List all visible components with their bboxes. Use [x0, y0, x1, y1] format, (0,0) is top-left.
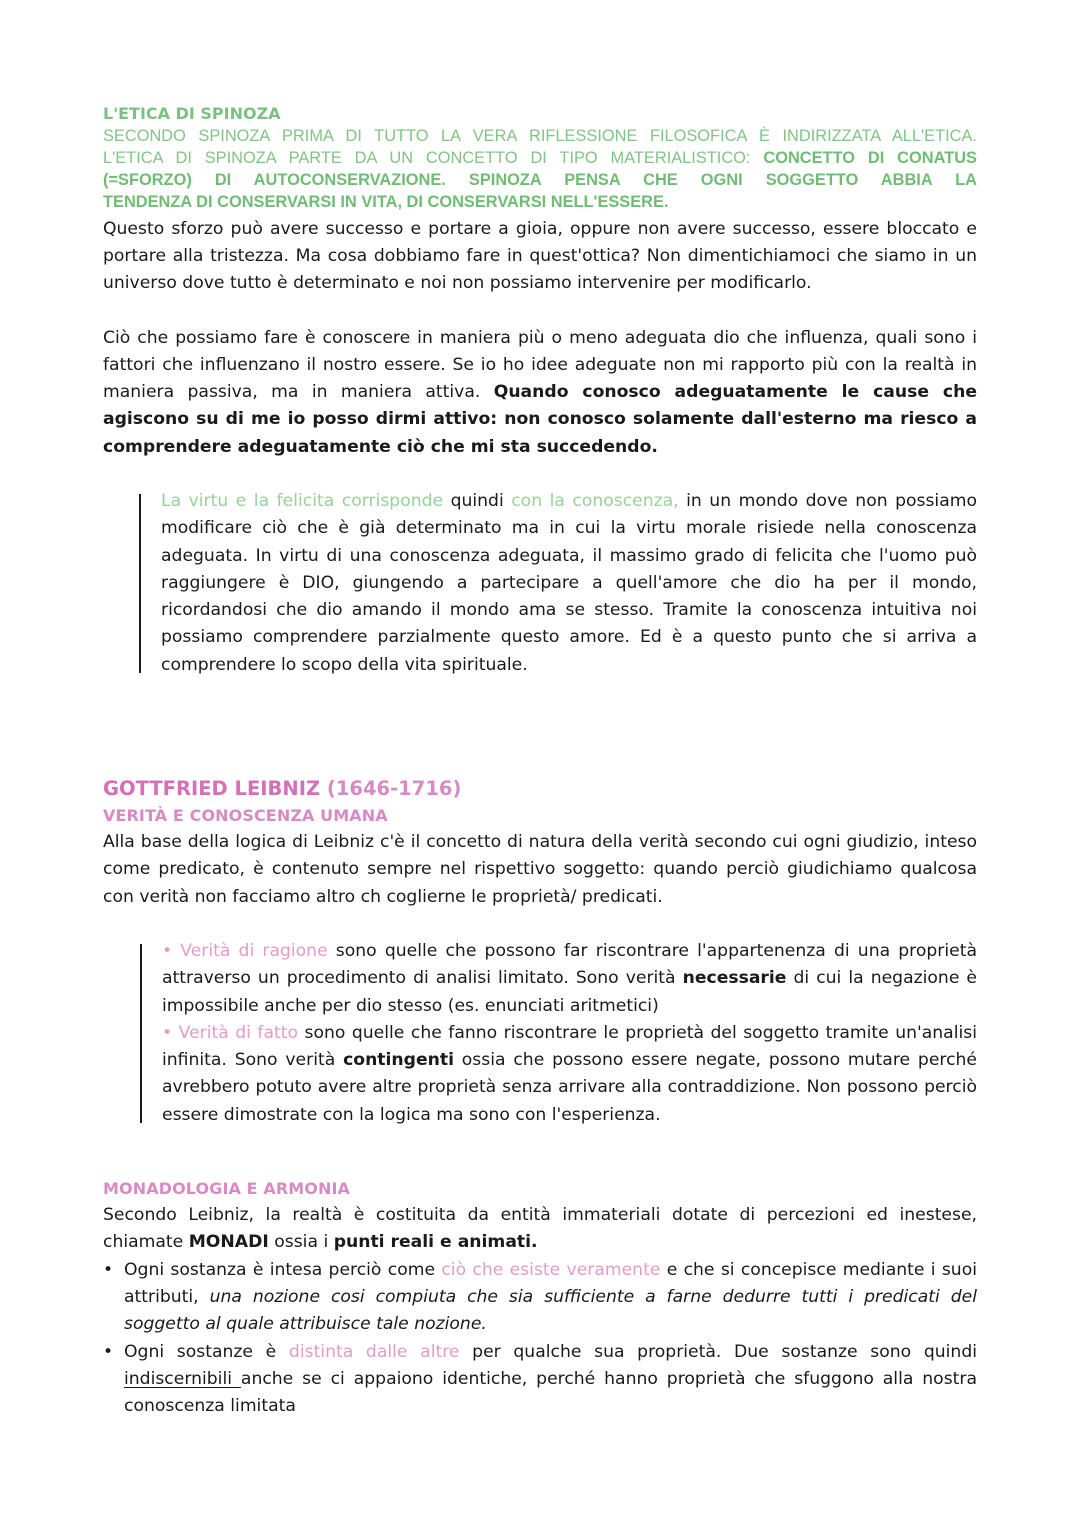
- truths-quote-block: [162, 938, 977, 1129]
- list-item: • Ogni sostanze è distinta dalle altre per qualche sua proprietà. Due sostanze sono quindi indiscernibili anche se ci appaiono identiche, perché hanno proprietà che sfuggono alla nostra conoscenza limitata: [103, 1341, 977, 1417]
- caps-line-3: (=SFORZO) DI AUTOCONSERVAZIONE. SPINOZA PENSA CHE OGNI SOGGETTO ABBIA LA: [103, 170, 977, 189]
- monadology-paragraph: Secondo Leibniz, la realtà è costituita da entità immateriali dotate di percezioni ed inestese, chiamate MONADI ossia i punti reali e animati.: [103, 1205, 977, 1253]
- conatus-term: CONCETTO DI CONATUS: [763, 148, 977, 167]
- spinoza-quote-block: [161, 488, 977, 679]
- knowledge-highlight: con la conoscenza,: [511, 491, 679, 511]
- leibniz-paragraph-1: Alla base della logica di Leibniz c'è il concetto di natura della verità secondo cui ogni giudizio, inteso come predicato, è contenuto sempre nel rispettivo soggetto: quando perciò giudichiamo qualcosa con verità non facciamo altro ch coglierne le proprietà/ predicati.: [103, 832, 977, 907]
- leibniz-title: GOTTFRIED LEIBNIZ (1646-1716): [103, 777, 462, 801]
- spinoza-caps-block: [103, 126, 977, 214]
- spinoza-quote-text: La virtu e la felicita corrisponde quindi con la conoscenza, in un mondo dove non possiamo modificare ciò che è già determinato ma in cui la virtu morale risiede nella conoscenza adeguata. In virtu di una conoscenza adeguata, il massimo grado di felicita che l'uomo può raggiungere è DIO, giungendo a partecipare a quell'amore che dio ha per il mondo, ricordandosi che dio amando il mondo ama se stesso. Tramite la conoscenza intuitiva noi possiamo comprendere parzialmente questo amore. Ed è a questo punto che si arriva a comprendere lo scopo della vita spirituale.: [161, 491, 977, 675]
- caps-line-1: SECONDO SPINOZA PRIMA DI TUTTO LA VERA RIFLESSIONE FILOSOFICA È INDIRIZZATA ALL'ETICA.: [103, 127, 977, 145]
- truth-of-reason: • Verità di ragione sono quelle che possono far riscontrare l'appartenenza di una proprietà attraverso un procedimento di analisi limitato. Sono verità necessarie di cui la negazione è impossibile anche per dio stesso (es. enunciati aritmetici): [162, 940, 978, 1016]
- truth-of-reason-term: Verità di ragione: [180, 940, 328, 961]
- list-item: • Ogni sostanza è intesa perciò come ciò che esiste veramente e che si concepisce mediante i suoi attributi, una nozione cosi compiuta che sia sufficiente a farne dedurre tutti i predicati del soggetto al quale attribuisce tale nozione.: [103, 1259, 977, 1335]
- active-knowledge-statement: Quando conosco adeguatamente le cause che agiscono su di me io posso dirmi attivo: non conosco solamente dall'esterno ma riesco a comprendere adeguatamente ciò che mi sta succedendo.: [103, 382, 977, 457]
- caps-line-4: TENDENZA DI CONSERVARSI IN VITA, DI CONSERVARSI NELL'ESSERE.: [103, 192, 669, 211]
- caps-line-2: L'ETICA DI SPINOZA PARTE DA UN CONCETTO DI TIPO MATERIALISTICO: CONCETTO DI CONATUS: [103, 148, 977, 167]
- spinoza-paragraph-2: Ciò che possiamo fare è conoscere in maniera più o meno adeguata dio che influenza, quali sono i fattori che influenzano il nostro essere. Se io ho idee adeguate non mi rapporto più con la realtà in maniera passiva, ma in maniera attiva. Quando conosco adeguatamente le cause che agiscono su di me io posso dirmi attivo: non conosco solamente dall'esterno ma riesco a comprendere adeguatamente ciò che mi sta succedendo.: [103, 327, 977, 457]
- page: [103, 104, 977, 1420]
- monadology-subtitle: MONADOLOGIA E ARMONIA: [103, 1179, 350, 1199]
- spinoza-paragraph-1: Questo sforzo può avere successo e portare a gioia, oppure non avere successo, essere bloccato e portare alla tristezza. Ma cosa dobbiamo fare in quest'ottica? Non dimentichiamoci che siamo in un universo dove tutto è determinato e noi non possiamo intervenire per modificarlo.: [103, 218, 977, 294]
- quote-bar: [139, 494, 141, 673]
- truth-of-fact-term: Verità di fatto: [178, 1022, 299, 1043]
- truth-of-fact: • Verità di fatto sono quelle che fanno riscontrare le proprietà del soggetto tramite un'analisi infinita. Sono verità contingenti ossia che possono essere negate, possono mutare perché avrebbero potuto avere altre proprietà senza arrivare alla contraddizione. Non possono perciò essere dimostrate con la logica ma sono con l'esperienza.: [162, 1022, 977, 1125]
- monad-list: [103, 1257, 977, 1421]
- virtue-highlight: La virtu e la felicita corrisponde: [161, 491, 444, 511]
- quote-bar: [140, 944, 142, 1123]
- spinoza-title: L'ETICA DI SPINOZA: [103, 104, 281, 123]
- truth-subtitle: VERITÀ E CONOSCENZA UMANA: [103, 806, 388, 826]
